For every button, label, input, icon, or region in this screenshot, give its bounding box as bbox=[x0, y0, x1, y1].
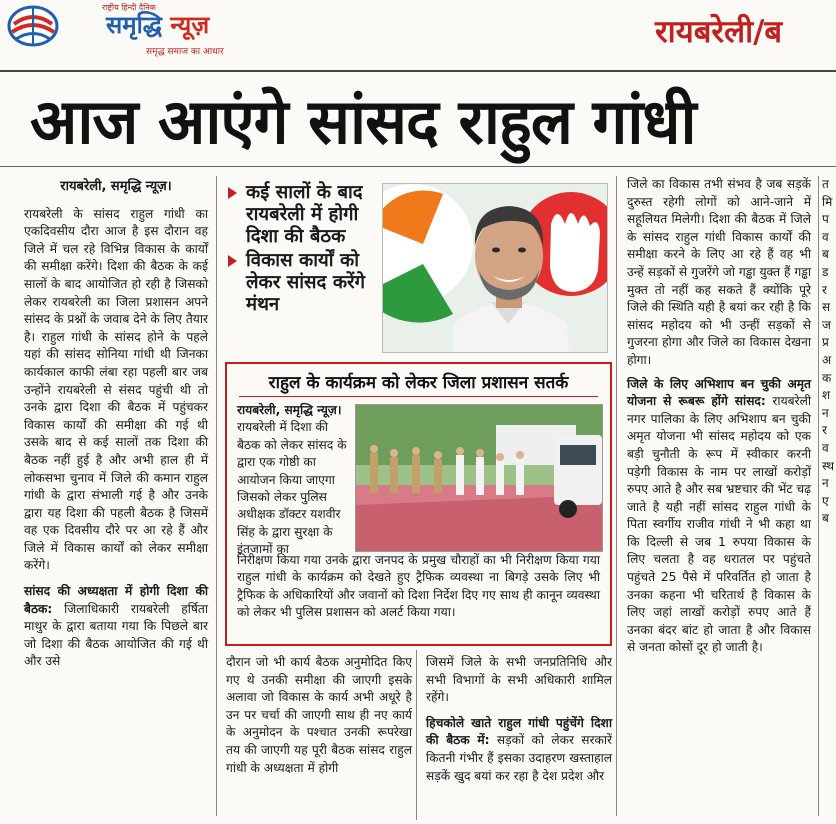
column-divider bbox=[216, 176, 217, 816]
top-rule bbox=[0, 70, 836, 72]
boxed-story-text-left bbox=[237, 402, 349, 559]
highlight-item: कई सालों के बाद रायबरेली में होगी दिशा की बैठक bbox=[228, 182, 378, 248]
logo-title-part2: न्यूज़ bbox=[170, 11, 210, 39]
newspaper-logo bbox=[6, 2, 268, 60]
boxed-story-rule bbox=[239, 396, 598, 397]
boxed-story bbox=[225, 362, 612, 646]
logo-tagline: राष्ट्रीय हिन्दी दैनिक bbox=[102, 3, 156, 12]
bullet-triangle-icon bbox=[228, 187, 237, 199]
column-1-subhead: सांसद की अध्यक्षता में होगी दिशा की बैठक: bbox=[24, 584, 208, 616]
bullet-triangle-icon bbox=[228, 255, 237, 267]
column-divider bbox=[818, 176, 819, 816]
column-3-subhead: हिचकोले खाते राहुल गांधी पहुंचेंगे दिशा की बैठक में: bbox=[426, 715, 612, 748]
column-2-paragraph: दौरान जो भी कार्य बैठक अनुमोदित किए गए थे उनकी समीक्षा की जाएगी इसके अलावा जो विकास के कार्य अभी अधूरे है उन पर चर्चा की जाएगी साथ ही नए कार्य के अनुमोदन के पश्चात उनकी रूपरेखा तय की जाएगी यह पूरी बैठक सांसद राहुल गांधी के अध्यक्षता में होगी bbox=[226, 655, 412, 775]
column-divider bbox=[416, 650, 417, 820]
logo-slogan: समृद्ध समाज का आधार bbox=[146, 47, 224, 57]
police-inspection-photo bbox=[355, 404, 603, 552]
column-1-paragraph-2: जिलाधिकारी रायबरेली हर्षिता माथुर के द्वारा बताया गया कि पिछले बार जो दिशा की बैठक आयोजित की गई थी और उसे bbox=[24, 601, 208, 669]
byline: रायबरेली, समृद्धि न्यूज़। bbox=[60, 179, 172, 194]
column-3-paragraph-2: सड़कों को लेकर सरकारें कितनी गंभीर हैं इसका उदाहरण खस्ताहाल सड़कें खुद बयां कर रहा है देश प्रदेश और bbox=[426, 733, 612, 783]
column-4-paragraph-1: जिले का विकास तभी संभव है जब सड़कें दुरुस्त रहेगी लोगों को आने-जाने में सहूलियत मिलेगी। दिशा की बैठक में जिले के सांसद राहुल गांधी विकास कार्यों की समीक्षा करने के लिए आ रहे हैं वह भी उन्हें सड़कों से गुजरेंगे जो गड्ढा युक्त हैं गड्ढा मुक्त तो नहीं कह सकते हैं क्योंकि पूरे जिले की स्थिति यही है बयां कर रही है कि सांसद महोदय को भी उन्हीं सड़कों से गुजरना होगा और जिले का विकास देखना होगा। bbox=[627, 177, 811, 367]
headline-rule bbox=[0, 166, 836, 167]
column-1-paragraph-1: रायबरेली के सांसद राहुल गांधी का एकदिवसीय दौरा आज है इस दौरान वह जिले में चल रहे विभिन्न विकास के कार्यों की समीक्षा करेंगे। दिशा की बैठक के कई सालों के बाद आयोजित हो रही है जिसको लेकर रायबरेली का जिला प्रशासन अपने सांसद के प्रश्नों के जवाब देने के लिए तैयार है। राहुल गांधी के सांसद होने के पहले यहां की सांसद सोनिया गांधी थी जिनका कार्यकाल काफी लंबा रहा पहली बार जब उन्होंने रायबरेली से संसद पहुंची थी तो उनके द्वारा दिशा की बैठक में पहुंचकर विकास कार्यों की समीक्षा की गई थी उसके बाद से कई सालों तक दिशा की बैठक नहीं हुई है और अभी हाल ही में लोकसभा चुनाव में जिले की कमान राहुल गांधी के द्वारा संभाली गई है और उनके द्वारा यह दिशा की पहली बैठक है जिसमें वह एक दिवसीय दौरे पर आ रहे हैं और जिले में विकास कार्यों को लेकर समीक्षा करेंगे। bbox=[24, 206, 208, 573]
column-2 bbox=[226, 654, 412, 777]
boxed-story-left-paragraph: रायबरेली में दिशा की बैठक को लेकर सांसद के द्वारा एक गोष्ठी का आयोजन किया जाएगा जिसको लेकर पुलिस अधीक्षक डॉक्टर यशवीर सिंह के द्वारा सुरक्षा के इंतजामों का bbox=[237, 420, 347, 557]
highlight-item: विकास कार्यों को लेकर सांसद करेंगे मंथन bbox=[228, 250, 378, 316]
boxed-story-bottom-paragraph: निरीक्षण किया गया उनके द्वारा जनपद के प्रमुख चौराहों का भी निरीक्षण किया गया राहुल गांधी के कार्यक्रम को देखते हुए ट्रैफिक व्यवस्था ना बिगड़े उसके लिए भी ट्रैफिक के अधिकारियों और जवानों को दिशा निर्देश दिए गए साथ ही कानून व्यवस्था को लेकर भी पुलिस प्रशासन को अलर्ट किया गया। bbox=[237, 553, 600, 620]
portrait-illustration bbox=[383, 184, 607, 352]
column-4-subhead: जिले के लिए अभिशाप बन चुकी अमृत योजना से रूबरू होंगे सांसद: bbox=[627, 376, 811, 409]
column-divider bbox=[616, 176, 617, 816]
boxed-story-byline: रायबरेली, समृद्धि न्यूज़। bbox=[237, 403, 342, 417]
column-5-cut-off: त मि प व ब ड र स ज प्र अ क श न र व स्थ न ए ब bbox=[822, 177, 835, 526]
column-3 bbox=[426, 654, 612, 785]
column-4-paragraph-2: रायबरेली नगर पालिका के लिए अभिशाप बन चुकी अमृत योजना भी सांसद महोदय को एक बड़ी चुनौती के रूप में स्वीकार करनी पड़ेगी विकास के नाम पर लाखों करोड़ों रुपए आते है और सब भ्रष्टचार की भेंट चढ़ जाते है यही नहीं सांसद राहुल गांधी के पिता स्वर्गीय राजीव गांधी ने भी कहा था कि दिल्ली से जब 1 रुपया विकास के लिए चलता है वह धरातल पर पहुंचते पहुंचते 25 पैसे में परिवर्तित हो जाता है उनका कहना भी चरितार्थ है विकास के लिए जहां लाखों करोड़ों रुपए आते हैं उनका बंदर बांट हो जाता है और विकास से जनता कोसों दूर हो जाती है। bbox=[627, 394, 811, 655]
portrait-photo bbox=[382, 183, 608, 353]
column-1 bbox=[24, 178, 208, 671]
inspection-illustration bbox=[356, 405, 602, 551]
column-3-paragraph-1: जिसमें जिले के सभी जनप्रतिनिधि और सभी विभागों के सभी अधिकारी शामिल रहेंगे। bbox=[426, 655, 612, 705]
column-4 bbox=[627, 176, 811, 657]
city-heading: रायबरेली/ब bbox=[655, 14, 783, 50]
globe-logo-icon bbox=[6, 4, 60, 48]
logo-title-part1: समृद्धि bbox=[106, 11, 162, 39]
logo-title bbox=[106, 8, 209, 41]
main-headline: आज आएंगे सांसद राहुल गांधी bbox=[30, 85, 696, 158]
boxed-story-title: राहुल के कार्यक्रम को लेकर जिला प्रशासन सतर्क bbox=[268, 373, 569, 393]
